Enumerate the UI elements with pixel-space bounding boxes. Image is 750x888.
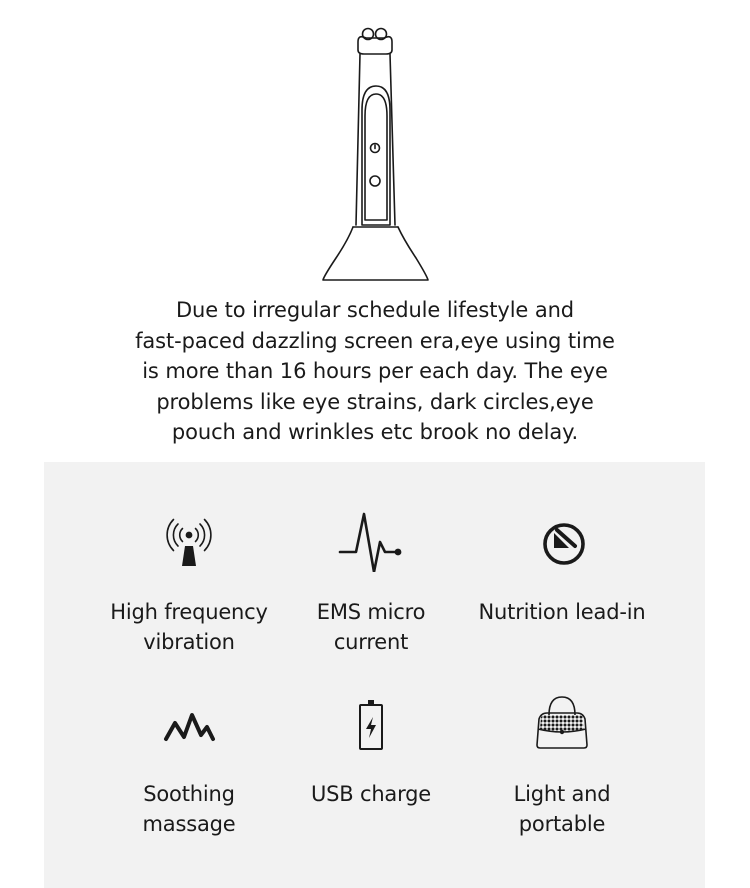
- feature-ems-micro-current: [271, 502, 471, 657]
- product-description: Due to irregular schedule lifestyle and fast-paced dazzling screen era,eye using time is more than 16 hours per each day. The eye problems like eye strains, dark circles,eye pouch and wrinkles etc brook no delay.: [135, 298, 615, 444]
- handbag-icon: [527, 687, 597, 757]
- battery-charge-icon: [336, 687, 406, 757]
- pulse-wave-icon: [336, 502, 406, 572]
- eye-massager-device-illustration: [310, 20, 440, 290]
- features-panel: [44, 462, 705, 888]
- zigzag-massage-icon: [154, 687, 224, 757]
- feature-light-and-portable: [462, 687, 662, 839]
- feature-nutrition-lead-in: [462, 502, 662, 627]
- feature-label: Light and portable: [513, 782, 611, 836]
- feature-label: Nutrition lead-in: [478, 600, 646, 624]
- feature-label: EMS micro current: [316, 600, 426, 654]
- feature-label: Soothing massage: [142, 782, 236, 836]
- feature-soothing-massage: [89, 687, 289, 839]
- vibration-signal-icon: [154, 502, 224, 572]
- feature-label: USB charge: [310, 782, 432, 806]
- feature-usb-charge: [271, 687, 471, 809]
- circular-arrow-icon: [527, 502, 597, 572]
- feature-high-frequency-vibration: [89, 502, 289, 657]
- feature-label: High frequency vibration: [110, 600, 268, 654]
